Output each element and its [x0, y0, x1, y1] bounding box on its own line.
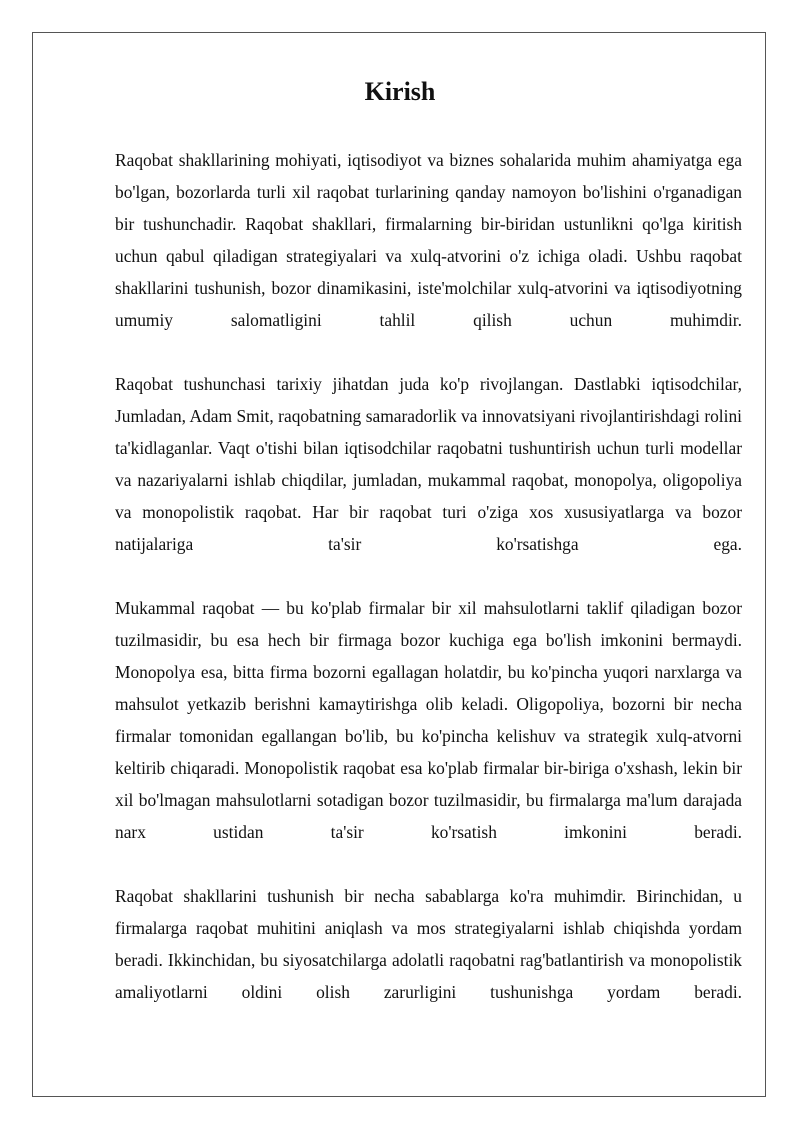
document-body — [115, 144, 742, 1008]
paragraph-3: Mukammal raqobat — bu ko'plab firmalar bir xil mahsulotlarni taklif qiladigan bozor tuzilmasidir, bu esa hech bir firmaga bozor kuchiga ega bo'lish imkonini bermaydi. Monopolya esa, bitta firma bozorni egallagan holatdir, bu ko'pincha yuqori narxlarga va mahsulot yetkazib berishni kamaytirishga olib keladi. Oligopoliya, bozorni bir necha firmalar tomonidan egallangan bo'lib, bu ko'pincha kelishuv va strategik xulq-atvorni keltirib chiqaradi. Monopolistik raqobat esa ko'plab firmalar bir-biriga o'xshash, lekin bir xil bo'lmagan mahsulotlarni sotadigan bozor tuzilmasidir, bu firmalarga ma'lum darajada narx ustidan ta'sir ko'rsatish imkonini beradi. — [115, 598, 742, 842]
page-title: Kirish — [364, 77, 436, 106]
paragraph-4: Raqobat shakllarini tushunish bir necha sabablarga ko'ra muhimdir. Birinchidan, u firmalarga raqobat muhitini aniqlash va mos strategiyalarni ishlab chiqishda yordam beradi. Ikkinchidan, bu siyosatchilarga adolatli raqobatni rag'batlantirish va monopolistik amaliyotlarni oldini olish zarurligini tushunishga yordam beradi. — [115, 886, 742, 1002]
paragraph-2: Raqobat tushunchasi tarixiy jihatdan juda ko'p rivojlangan. Dastlabki iqtisodchilar, Jumladan, Adam Smit, raqobatning samaradorlik va innovatsiyani rivojlantirishdagi rolini ta'kidlaganlar. Vaqt o'tishi bilan iqtisodchilar raqobatni tushuntirish uchun turli modellar va nazariyalarni ishlab chiqdilar, jumladan, mukammal raqobat, monopolya, oligopoliya va monopolistik raqobat. Har bir raqobat turi o'ziga xos xususiyatlarga va bozor natijalariga ta'sir ko'rsatishga ega. — [115, 374, 742, 554]
paragraph-1: Raqobat shakllarining mohiyati, iqtisodiyot va biznes sohalarida muhim ahamiyatga ega bo'lgan, bozorlarda turli xil raqobat turlarining qanday namoyon bo'lishini o'rganadigan bir tushunchadir. Raqobat shakllari, firmalarning bir-biridan ustunlikni qo'lga kiritish uchun qabul qiladigan strategiyalari va xulq-atvorini o'z ichiga oladi. Ushbu raqobat shakllarini tushunish, bozor dinamikasini, iste'molchilar xulq-atvorini va iqtisodiyotning umumiy salomatligini tahlil qilish uchun muhimdir. — [115, 150, 742, 330]
